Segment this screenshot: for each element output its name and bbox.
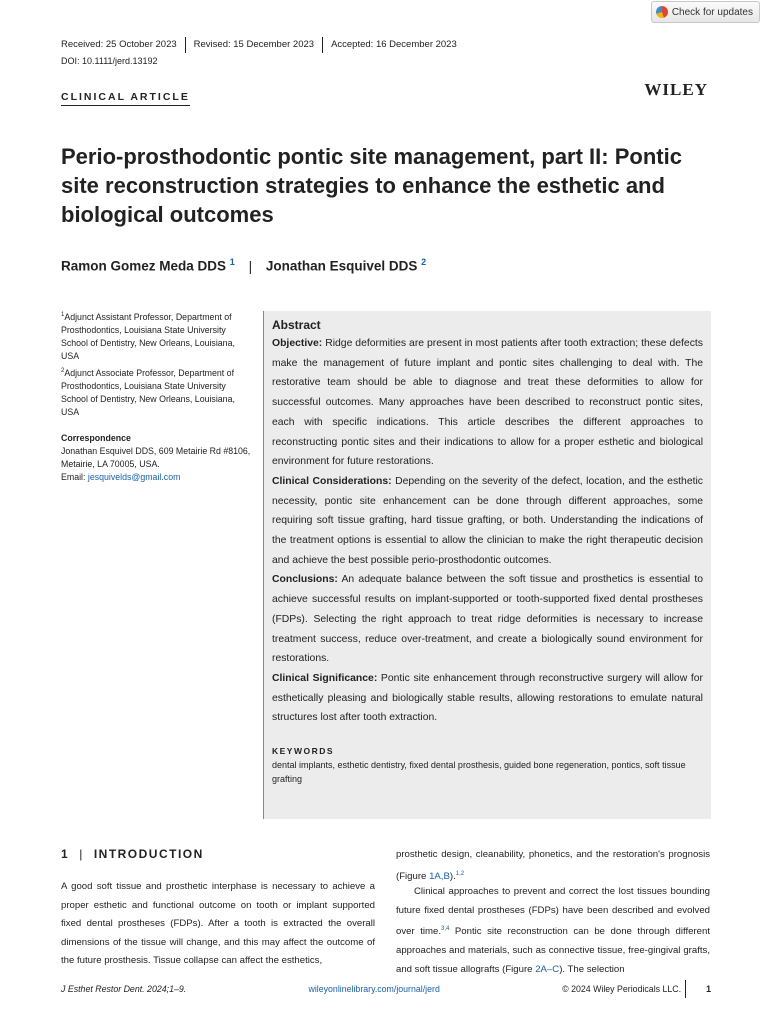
- paragraph-text: ).: [449, 870, 456, 882]
- affiliation-1: [61, 309, 251, 363]
- paragraph-text: Clinical approaches to prevent and correct the lost tissues bounding future fixed dental prostheses (FDPs) have been described and evolved over time.: [396, 886, 710, 938]
- doi: DOI: 10.1111/jerd.13192: [61, 56, 158, 66]
- section-number: 1: [61, 847, 70, 861]
- article-title: Perio-prosthodontic pontic site management, part II: Pontic site reconstruction strategies to enhance the esthetic and biological outcomes: [61, 144, 682, 227]
- correspondence-heading: Correspondence: [61, 433, 131, 443]
- author-affiliation-ref[interactable]: 1: [229, 257, 235, 267]
- section-heading: [61, 847, 204, 861]
- abstract-clinical-considerations: [272, 472, 703, 571]
- journal-citation: J Esthet Restor Dent. 2024;1–9.: [61, 984, 187, 994]
- revised-date: Revised: 15 December 2023: [193, 39, 315, 50]
- correspondence: [61, 432, 251, 484]
- copyright: © 2024 Wiley Periodicals LLC.: [562, 984, 682, 994]
- section-separator: |: [79, 847, 84, 861]
- affiliation-text: Adjunct Assistant Professor, Department of Prosthodontics, Louisiana State University School of Dentistry, New Orleans, Louisiana, USA: [61, 311, 235, 361]
- check-for-updates-button[interactable]: [651, 1, 760, 23]
- affiliation-number: 1: [61, 312, 65, 318]
- abstract-clinical-significance: [272, 669, 703, 728]
- intro-paragraph-right-1: [396, 846, 710, 886]
- crossmark-icon: [656, 6, 668, 18]
- abstract-objective: [272, 334, 703, 472]
- author-affiliation-ref[interactable]: 2: [421, 257, 427, 267]
- keywords-heading: KEYWORDS: [272, 746, 335, 757]
- citation-link[interactable]: 3,4: [441, 926, 450, 933]
- abstract-label: Clinical Considerations:: [272, 475, 392, 487]
- correspondence-address: Jonathan Esquivel DDS, 609 Metairie Rd #8106, Metairie, LA 70005, USA.: [61, 446, 251, 469]
- email-label: Email:: [61, 472, 88, 482]
- journal-url-link[interactable]: wileyonlinelibrary.com/journal/jerd: [308, 984, 440, 994]
- paragraph-text: prosthetic design, cleanability, phonetics, and the restoration's prognosis (Figure: [396, 849, 710, 882]
- affiliation-text: Adjunct Associate Professor, Department of Prosthodontics, Louisiana State University School of Dentistry, New Orleans, Louisiana, USA: [61, 367, 235, 417]
- abstract-conclusions: [272, 570, 703, 669]
- author-list: [61, 257, 426, 274]
- article-category: CLINICAL ARTICLE: [61, 91, 190, 106]
- section-title: INTRODUCTION: [93, 847, 204, 861]
- abstract-label: Objective:: [272, 338, 323, 349]
- abstract-text: Ridge deformities are present in most patients after tooth extraction; these defects make the management of future implant and pontic sites challenging to deal with. The restorative team should be able to diagnose and treat these deformities to allow for successful outcomes. Many approaches have been described to reconstruct pontic sites, each with specific indications. This article describes the different approaches to reconstructing pontic sites and their indications to allow for a proper esthetic and biological environment for future restorations.: [272, 338, 703, 468]
- publisher-logo: WILEY: [644, 80, 708, 99]
- figure-link[interactable]: 2A–C: [535, 963, 560, 975]
- citation-link[interactable]: 1,2: [455, 870, 465, 877]
- abstract-text: Pontic site enhancement through reconstructive surgery will allow for esthetically pleasing and biologically stable results, allowing restorations to emulate natural structures lost after tooth extraction.: [272, 672, 703, 724]
- page-footer: [61, 980, 711, 998]
- abstract-label: Conclusions:: [272, 574, 338, 586]
- author-name[interactable]: Jonathan Esquivel DDS: [265, 258, 418, 274]
- abstract-heading: Abstract: [272, 318, 321, 332]
- correspondence-email: [61, 471, 251, 484]
- intro-paragraph-right-2: [396, 883, 710, 979]
- page-number: 1: [685, 980, 711, 998]
- received-date: Received: 25 October 2023: [61, 39, 177, 50]
- abstract-text: Depending on the severity of the defect, location, and the esthetic necessity, pontic site enhancement can be done through different approaches, some requiring soft tissue grafting, hard tissue grafting, or both. Understanding the indications of the treatment options is essential to allow the clinician to make the right therapeutic decision and achieve the best possible perio-prosthodontic outcomes.: [272, 475, 703, 566]
- figure-link[interactable]: 1A,B: [429, 870, 450, 882]
- author-separator: |: [248, 258, 253, 274]
- author-name[interactable]: Ramon Gomez Meda DDS: [61, 258, 227, 274]
- paragraph-text: Pontic site reconstruction can be done through different approaches and materials, such as connective tissue, free-gingival grafts, and soft tissue allografts (Figure: [396, 926, 711, 975]
- footer-right: [562, 980, 711, 998]
- intro-paragraph-left: A good soft tissue and prosthetic interphase is necessary to achieve a proper esthetic and functional outcome on tooth or implant supported fixed dental prostheses (FDPs). After a tooth is extracted the overall dimensions of the tissue will change, and this may affect the outcome of the future prosthesis. Tissue collapse can affect the esthetics,: [61, 881, 375, 967]
- check-for-updates-label: Check for updates: [671, 6, 753, 18]
- paragraph-text: ). The selection: [559, 963, 625, 975]
- abstract-text: An adequate balance between the soft tissue and prosthetics is essential to achieve successful results on implant-supported or tooth-supported fixed dental prostheses (FDPs). Selecting the right approach to treat ridge deformities is necessary to increase treatment success, reduce over-treatment, and create a biologically sound environment for restorations.: [272, 574, 703, 665]
- accepted-date: Accepted: 16 December 2023: [331, 39, 457, 50]
- email-link[interactable]: jesquivelds@gmail.com: [87, 472, 181, 482]
- affiliation-number: 2: [61, 368, 65, 374]
- article-history: [61, 39, 465, 53]
- affiliation-2: [61, 365, 251, 419]
- abstract-box: [263, 311, 711, 819]
- keywords-list: dental implants, esthetic dentistry, fixed dental prosthesis, guided bone regeneration, pontics, soft tissue grafting: [272, 760, 686, 785]
- abstract-label: Clinical Significance:: [272, 672, 378, 684]
